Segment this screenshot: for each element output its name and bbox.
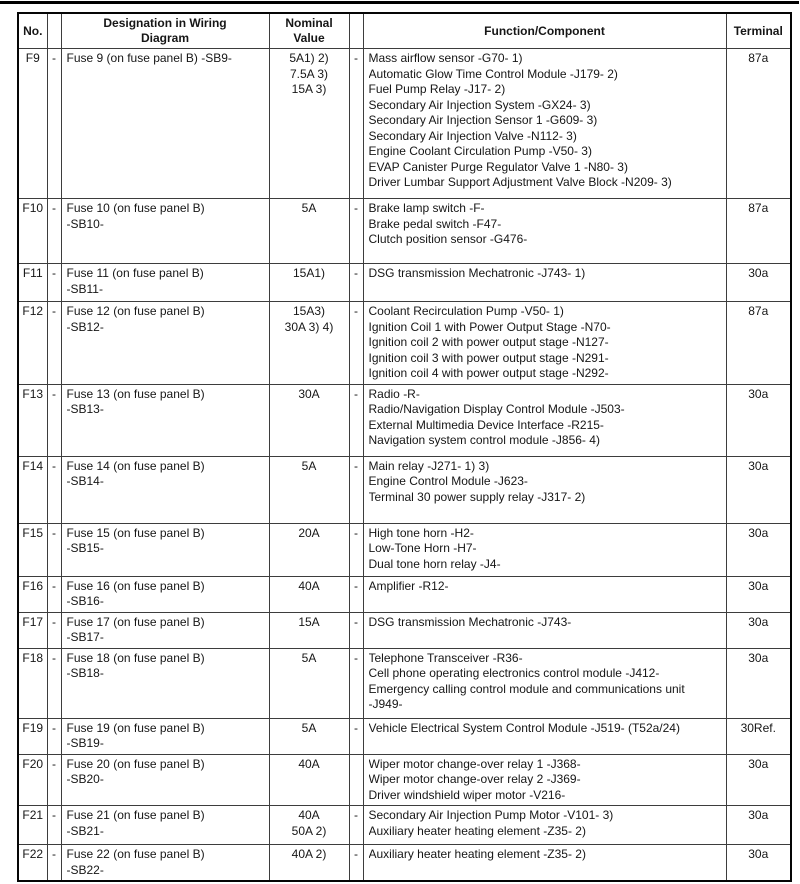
cell-designation: Fuse 17 (on fuse panel B) -SB17-: [61, 612, 269, 648]
cell-terminal: 87a: [726, 49, 791, 199]
cell-dash-separator: -: [47, 264, 61, 302]
cell-function-component: DSG transmission Mechatronic -J743- 1): [363, 264, 726, 302]
cell-designation: Fuse 13 (on fuse panel B) -SB13-: [61, 384, 269, 456]
cell-fuse-number: F10: [18, 199, 47, 264]
cell-fuse-number: F19: [18, 718, 47, 754]
table-row: [18, 576, 791, 612]
fuse-table: [17, 12, 792, 882]
cell-fuse-number: F21: [18, 806, 47, 845]
cell-fuse-number: F14: [18, 456, 47, 523]
cell-fuse-number: F22: [18, 845, 47, 882]
cell-dash-separator: -: [349, 302, 363, 385]
cell-designation: Fuse 11 (on fuse panel B) -SB11-: [61, 264, 269, 302]
table-row: [18, 264, 791, 302]
cell-dash-separator: -: [47, 302, 61, 385]
cell-terminal: 30a: [726, 612, 791, 648]
cell-dash-separator: -: [47, 199, 61, 264]
cell-dash-separator: -: [349, 49, 363, 199]
cell-function-component: Radio -R- Radio/Navigation Display Control Module -J503- External Multimedia Device Interface -R215- Navigation system control module -J856- 4): [363, 384, 726, 456]
header-dash-2: [349, 13, 363, 49]
table-row: [18, 302, 791, 385]
header-function-component: Function/Component: [363, 13, 726, 49]
cell-dash-separator: -: [47, 523, 61, 576]
cell-dash-separator: -: [47, 648, 61, 718]
cell-function-component: Vehicle Electrical System Control Module -J519- (T52a/24): [363, 718, 726, 754]
cell-designation: Fuse 19 (on fuse panel B) -SB19-: [61, 718, 269, 754]
cell-terminal: 30a: [726, 456, 791, 523]
cell-dash-separator: -: [349, 264, 363, 302]
table-row: [18, 718, 791, 754]
cell-nominal-value: 40A 50A 2): [269, 806, 349, 845]
table-row: [18, 754, 791, 806]
cell-fuse-number: F17: [18, 612, 47, 648]
cell-dash-separator: -: [47, 49, 61, 199]
top-rule: [0, 1, 799, 4]
cell-function-component: Coolant Recirculation Pump -V50- 1) Ignition Coil 1 with Power Output Stage -N70- Ignition coil 2 with power output stage -N127- Ignition coil 3 with power output stage -N291- Ignition coil 4 with power output stage -N292-: [363, 302, 726, 385]
cell-fuse-number: F15: [18, 523, 47, 576]
cell-designation: Fuse 22 (on fuse panel B) -SB22-: [61, 845, 269, 882]
cell-nominal-value: 5A: [269, 718, 349, 754]
cell-designation: Fuse 15 (on fuse panel B) -SB15-: [61, 523, 269, 576]
cell-function-component: Secondary Air Injection Pump Motor -V101- 3) Auxiliary heater heating element -Z35- 2): [363, 806, 726, 845]
cell-nominal-value: 5A: [269, 456, 349, 523]
header-terminal: Terminal: [726, 13, 791, 49]
cell-designation: Fuse 20 (on fuse panel B) -SB20-: [61, 754, 269, 806]
table-row: [18, 384, 791, 456]
cell-terminal: 30a: [726, 384, 791, 456]
cell-terminal: 30a: [726, 648, 791, 718]
cell-nominal-value: 40A 2): [269, 845, 349, 882]
cell-dash-separator: -: [47, 456, 61, 523]
cell-dash-separator: -: [349, 612, 363, 648]
header-nominal-value: Nominal Value: [269, 13, 349, 49]
cell-nominal-value: 20A: [269, 523, 349, 576]
table-row: [18, 648, 791, 718]
cell-nominal-value: 40A: [269, 576, 349, 612]
table-row: [18, 806, 791, 845]
cell-dash-separator: -: [349, 523, 363, 576]
cell-dash-separator: -: [349, 845, 363, 882]
cell-nominal-value: 40A: [269, 754, 349, 806]
cell-function-component: Main relay -J271- 1) 3) Engine Control Module -J623- Terminal 30 power supply relay -J317- 2): [363, 456, 726, 523]
cell-terminal: 30a: [726, 754, 791, 806]
cell-nominal-value: 5A: [269, 648, 349, 718]
cell-fuse-number: F12: [18, 302, 47, 385]
cell-function-component: Amplifier -R12-: [363, 576, 726, 612]
cell-function-component: High tone horn -H2- Low-Tone Horn -H7- Dual tone horn relay -J4-: [363, 523, 726, 576]
cell-function-component: Mass airflow sensor -G70- 1) Automatic Glow Time Control Module -J179- 2) Fuel Pump Relay -J17- 2) Secondary Air Injection System -GX24- 3) Secondary Air Injection Sensor 1 -G609- 3) Secondary Air Injection Valve -N112- 3) Engine Coolant Circulation Pump -V50- 3) EVAP Canister Purge Regulator Valve 1 -N80- 3) Driver Lumbar Support Adjustment Valve Block -N209- 3): [363, 49, 726, 199]
cell-dash-separator: -: [47, 384, 61, 456]
cell-fuse-number: F18: [18, 648, 47, 718]
cell-dash-separator: -: [349, 199, 363, 264]
cell-fuse-number: F20: [18, 754, 47, 806]
cell-function-component: Telephone Transceiver -R36- Cell phone operating electronics control module -J412- Emergency calling control module and communications unit -J949-: [363, 648, 726, 718]
cell-terminal: 30Ref.: [726, 718, 791, 754]
cell-terminal: 87a: [726, 302, 791, 385]
cell-designation: Fuse 12 (on fuse panel B) -SB12-: [61, 302, 269, 385]
cell-nominal-value: 15A1): [269, 264, 349, 302]
cell-terminal: 87a: [726, 199, 791, 264]
table-header-row: [18, 13, 791, 49]
cell-nominal-value: 15A3) 30A 3) 4): [269, 302, 349, 385]
cell-designation: Fuse 21 (on fuse panel B) -SB21-: [61, 806, 269, 845]
cell-nominal-value: 5A1) 2) 7.5A 3) 15A 3): [269, 49, 349, 199]
cell-terminal: 30a: [726, 845, 791, 882]
cell-dash-separator: [349, 754, 363, 806]
table-header: [18, 13, 791, 49]
cell-dash-separator: -: [349, 456, 363, 523]
cell-terminal: 30a: [726, 523, 791, 576]
table-body: [18, 49, 791, 882]
cell-function-component: Wiper motor change-over relay 1 -J368- Wiper motor change-over relay 2 -J369- Driver windshield wiper motor -V216-: [363, 754, 726, 806]
cell-dash-separator: -: [47, 576, 61, 612]
cell-nominal-value: 15A: [269, 612, 349, 648]
cell-fuse-number: F9: [18, 49, 47, 199]
cell-dash-separator: -: [47, 718, 61, 754]
cell-terminal: 30a: [726, 806, 791, 845]
table-row: [18, 49, 791, 199]
cell-nominal-value: 30A: [269, 384, 349, 456]
cell-fuse-number: F13: [18, 384, 47, 456]
cell-dash-separator: -: [47, 845, 61, 882]
cell-function-component: Brake lamp switch -F- Brake pedal switch -F47- Clutch position sensor -G476-: [363, 199, 726, 264]
table-row: [18, 199, 791, 264]
cell-designation: Fuse 18 (on fuse panel B) -SB18-: [61, 648, 269, 718]
cell-function-component: Auxiliary heater heating element -Z35- 2): [363, 845, 726, 882]
table-row: [18, 612, 791, 648]
table-row: [18, 523, 791, 576]
cell-dash-separator: -: [349, 384, 363, 456]
cell-dash-separator: -: [47, 806, 61, 845]
cell-designation: Fuse 10 (on fuse panel B) -SB10-: [61, 199, 269, 264]
cell-nominal-value: 5A: [269, 199, 349, 264]
cell-dash-separator: -: [47, 612, 61, 648]
table-row: [18, 456, 791, 523]
cell-terminal: 30a: [726, 576, 791, 612]
header-designation: Designation in Wiring Diagram: [61, 13, 269, 49]
header-no: No.: [18, 13, 47, 49]
cell-designation: Fuse 9 (on fuse panel B) -SB9-: [61, 49, 269, 199]
table-row: [18, 845, 791, 882]
cell-dash-separator: -: [349, 576, 363, 612]
cell-dash-separator: -: [349, 648, 363, 718]
cell-terminal: 30a: [726, 264, 791, 302]
cell-dash-separator: -: [349, 806, 363, 845]
cell-function-component: DSG transmission Mechatronic -J743-: [363, 612, 726, 648]
header-dash-1: [47, 13, 61, 49]
cell-designation: Fuse 16 (on fuse panel B) -SB16-: [61, 576, 269, 612]
cell-fuse-number: F16: [18, 576, 47, 612]
cell-dash-separator: -: [47, 754, 61, 806]
cell-designation: Fuse 14 (on fuse panel B) -SB14-: [61, 456, 269, 523]
cell-fuse-number: F11: [18, 264, 47, 302]
cell-dash-separator: -: [349, 718, 363, 754]
